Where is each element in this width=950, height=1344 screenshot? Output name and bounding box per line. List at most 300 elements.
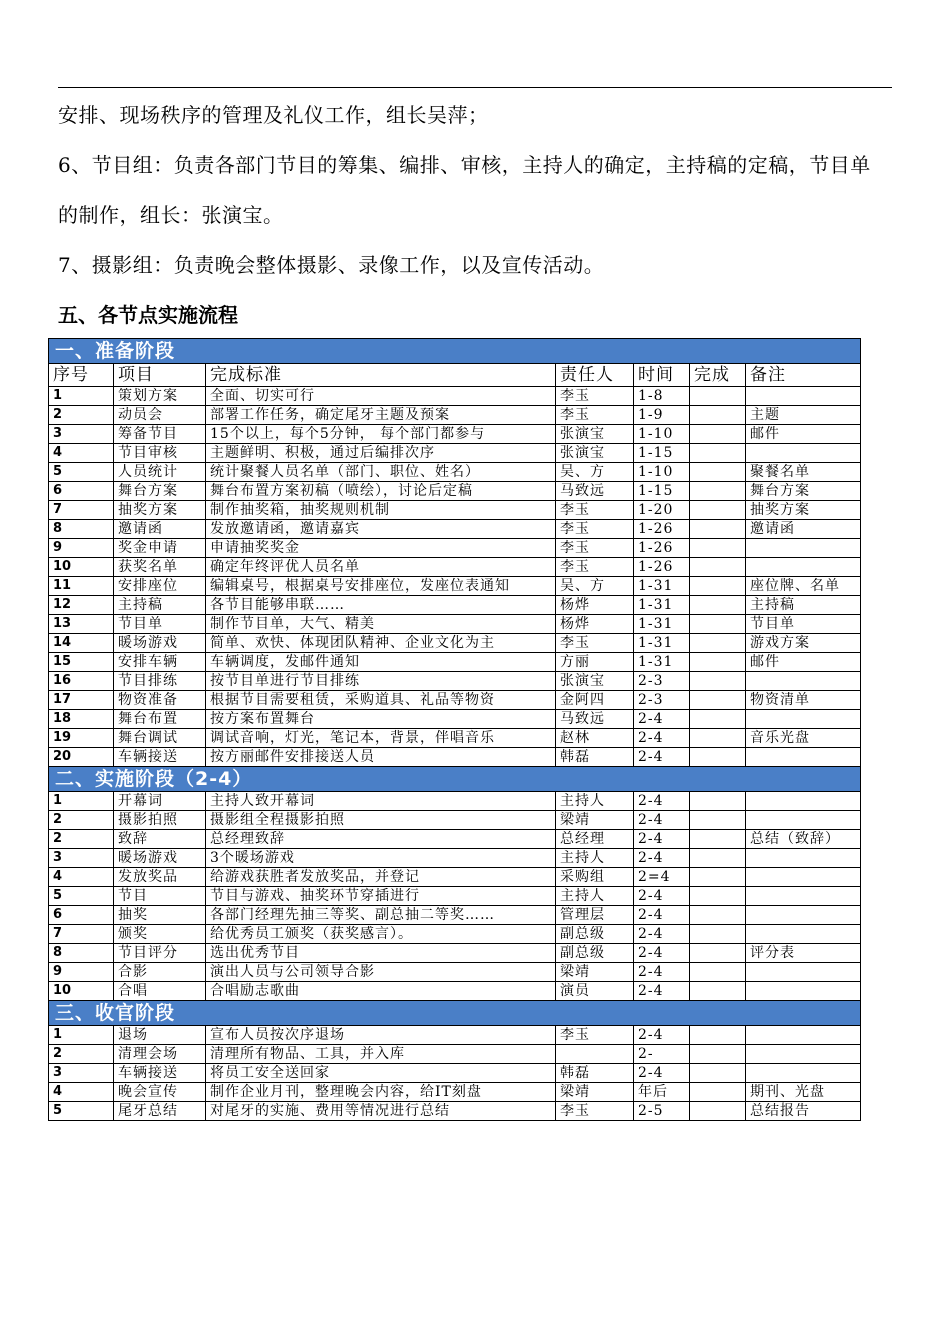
table-cell [746,868,861,887]
table-cell: 评分表 [746,944,861,963]
table-cell: 车辆接送 [114,1064,206,1083]
table-cell: 1 [49,792,114,811]
table-cell [746,792,861,811]
table-cell [690,558,746,577]
table-cell [746,387,861,406]
table-cell: 马致远 [556,710,634,729]
table-row [49,577,861,596]
table-cell [746,672,861,691]
table-row [49,944,861,963]
phase-title: 三、收官阶段 [49,1001,861,1026]
table-cell: 车辆调度，发邮件通知 [206,653,556,672]
table-cell: 按方案布置舞台 [206,710,556,729]
table-cell: 舞台布置方案初稿（喷绘），讨论后定稿 [206,482,556,501]
table-cell: 安排座位 [114,577,206,596]
table-cell: 筹备节目 [114,425,206,444]
table-cell: 颁奖 [114,925,206,944]
table-cell: 2-4 [634,811,690,830]
table-cell: 2-3 [634,691,690,710]
table-cell: 3 [49,1064,114,1083]
table-cell: 制作抽奖箱，抽奖规则机制 [206,501,556,520]
table-row [49,615,861,634]
table-cell: 李玉 [556,1026,634,1045]
table-cell [746,925,861,944]
phase-header [49,767,861,792]
table-cell [690,710,746,729]
table-cell [746,1045,861,1064]
table-cell: 2-4 [634,849,690,868]
table-cell: 给游戏获胜者发放奖品，并登记 [206,868,556,887]
table-row [49,520,861,539]
table-cell [690,596,746,615]
table-cell: 3 [49,849,114,868]
column-header: 序号 [49,364,114,387]
table-cell [690,944,746,963]
column-header: 完成标准 [206,364,556,387]
table-cell: 2-4 [634,710,690,729]
table-cell: 副总级 [556,944,634,963]
table-cell [690,691,746,710]
table-cell [690,387,746,406]
table-row [49,1045,861,1064]
table-cell: 16 [49,672,114,691]
table-cell: 2-3 [634,672,690,691]
table-cell [746,558,861,577]
table-cell: 管理层 [556,906,634,925]
table-cell: 13 [49,615,114,634]
table-cell: 2-4 [634,1026,690,1045]
table-cell: 制作企业月刊，整理晚会内容，给IT刻盘 [206,1083,556,1102]
table-cell: 1-31 [634,634,690,653]
table-cell: 2 [49,830,114,849]
table-cell: 邮件 [746,653,861,672]
table-cell: 人员统计 [114,463,206,482]
table-row [49,849,861,868]
table-cell: 李玉 [556,558,634,577]
table-cell: 李玉 [556,520,634,539]
table-cell: 期刊、光盘 [746,1083,861,1102]
phase-header [49,339,861,364]
table-row [49,982,861,1001]
table-cell: 张演宝 [556,425,634,444]
table-cell: 舞台方案 [746,482,861,501]
table-cell: 舞台布置 [114,710,206,729]
table-cell: 2-4 [634,887,690,906]
table-cell: 开幕词 [114,792,206,811]
table-cell: 邀请函 [746,520,861,539]
table-cell: 主题鲜明、积极，通过后编排次序 [206,444,556,463]
table-cell: 李玉 [556,387,634,406]
table-row [49,1102,861,1121]
table-cell: 奖金申请 [114,539,206,558]
column-header: 项目 [114,364,206,387]
table-cell: 动员会 [114,406,206,425]
table-cell: 杨烨 [556,596,634,615]
table-cell: 6 [49,482,114,501]
table-cell: 节目 [114,887,206,906]
table-cell: 对尾牙的实施、费用等情况进行总结 [206,1102,556,1121]
table-cell: 总结（致辞） [746,830,861,849]
table-cell: 梁靖 [556,1083,634,1102]
table-cell [690,1083,746,1102]
column-header: 时间 [634,364,690,387]
column-header: 责任人 [556,364,634,387]
intro-line-1: 安排、现场秩序的管理及礼仪工作，组长吴萍； [58,103,489,127]
table-row [49,1083,861,1102]
table-cell: 抽奖方案 [114,501,206,520]
phase-title: 二、实施阶段（2-4） [49,767,861,792]
table-cell [690,463,746,482]
table-cell: 杨烨 [556,615,634,634]
table-cell: 简单、欢快、体现团队精神、企业文化为主 [206,634,556,653]
table-cell [690,906,746,925]
table-cell [690,444,746,463]
table-cell [690,963,746,982]
table-row [49,482,861,501]
table-cell [690,1045,746,1064]
table-cell: 赵林 [556,729,634,748]
table-cell: 2=4 [634,868,690,887]
table-cell: 邮件 [746,425,861,444]
table-cell: 2-4 [634,1064,690,1083]
table-cell: 韩磊 [556,1064,634,1083]
table-cell: 2-4 [634,830,690,849]
table-cell [746,963,861,982]
table-cell: 按节目单进行节目排练 [206,672,556,691]
table-cell: 15个以上，每个5分钟， 每个部门都参与 [206,425,556,444]
table-cell: 发放奖品 [114,868,206,887]
table-cell: 抽奖 [114,906,206,925]
table-cell: 17 [49,691,114,710]
table-cell: 李玉 [556,501,634,520]
table-row [49,387,861,406]
table-cell: 邀请函 [114,520,206,539]
table-cell: 节目单 [114,615,206,634]
table-cell [690,653,746,672]
table-cell [690,748,746,767]
table-cell: 20 [49,748,114,767]
table-cell: 节目审核 [114,444,206,463]
column-header: 备注 [746,364,861,387]
table-cell [690,1064,746,1083]
table-cell [690,425,746,444]
table-cell: 摄影组全程摄影拍照 [206,811,556,830]
table-cell: 申请抽奖奖金 [206,539,556,558]
table-cell: 总结报告 [746,1102,861,1121]
table-cell: 节目单 [746,615,861,634]
table-row [49,868,861,887]
table-cell: 5 [49,1102,114,1121]
table-cell: 韩磊 [556,748,634,767]
table-cell: 调试音响，灯光，笔记本，背景，伴唱音乐 [206,729,556,748]
table-cell: 尾牙总结 [114,1102,206,1121]
table-cell [690,615,746,634]
table-cell: 15 [49,653,114,672]
table-cell [746,1026,861,1045]
table-cell: 物资清单 [746,691,861,710]
implementation-table [48,338,861,1121]
table-cell: 2 [49,811,114,830]
table-cell [690,482,746,501]
table-cell: 统计聚餐人员名单（部门、职位、姓名） [206,463,556,482]
table-cell: 物资准备 [114,691,206,710]
column-header-row [49,364,861,387]
header-rule [58,87,892,88]
table-cell: 根据节目需要租赁，采购道具、礼品等物资 [206,691,556,710]
table-cell: 1-26 [634,558,690,577]
table-cell: 主持人 [556,887,634,906]
phase-title: 一、准备阶段 [49,339,861,364]
intro-line-4: 7、摄影组：负责晚会整体摄影、录像工作，以及宣传活动。 [58,253,605,277]
table-cell: 选出优秀节目 [206,944,556,963]
table-cell: 马致远 [556,482,634,501]
table-cell [690,792,746,811]
table-cell: 6 [49,906,114,925]
table-cell: 制作节目单，大气、精美 [206,615,556,634]
table-cell: 2- [634,1045,690,1064]
table-row [49,830,861,849]
table-cell: 8 [49,520,114,539]
table-cell: 1-20 [634,501,690,520]
section-title: 五、各节点实施流程 [58,303,238,327]
table-cell: 给优秀员工颁奖（获奖感言）。 [206,925,556,944]
table-cell: 确定年终评优人员名单 [206,558,556,577]
table-cell: 合唱励志歌曲 [206,982,556,1001]
table-row [49,463,861,482]
table-cell [690,634,746,653]
table-row [49,925,861,944]
table-cell: 19 [49,729,114,748]
table-cell: 1-10 [634,463,690,482]
table-cell: 舞台方案 [114,482,206,501]
table-cell [746,887,861,906]
table-cell: 1-31 [634,653,690,672]
table-row [49,1064,861,1083]
table-cell: 10 [49,558,114,577]
table-cell: 2-4 [634,748,690,767]
table-cell [746,748,861,767]
table-row [49,634,861,653]
table-cell: 策划方案 [114,387,206,406]
table-row [49,963,861,982]
table-cell [746,710,861,729]
table-cell: 2 [49,1045,114,1064]
table-cell [690,672,746,691]
table-cell: 清理会场 [114,1045,206,1064]
table-cell [690,982,746,1001]
table-cell: 张演宝 [556,444,634,463]
table-row [49,748,861,767]
table-cell: 2-4 [634,792,690,811]
table-row [49,887,861,906]
table-cell: 总经理 [556,830,634,849]
table-cell: 主持稿 [746,596,861,615]
table-cell: 梁靖 [556,963,634,982]
table-row [49,691,861,710]
table-cell: 4 [49,868,114,887]
table-cell: 吴、方 [556,577,634,596]
table-row [49,792,861,811]
table-cell [690,520,746,539]
table-cell: 1-31 [634,577,690,596]
table-cell: 11 [49,577,114,596]
table-cell: 合唱 [114,982,206,1001]
table-cell [690,887,746,906]
table-cell: 演出人员与公司领导合影 [206,963,556,982]
table-cell [690,1102,746,1121]
table-cell [690,849,746,868]
table-cell: 合影 [114,963,206,982]
table-cell: 主持人 [556,792,634,811]
table-row [49,596,861,615]
table-cell: 1-26 [634,520,690,539]
table-cell [690,406,746,425]
table-cell: 宣布人员按次序退场 [206,1026,556,1045]
table-cell [746,1064,861,1083]
table-cell: 游戏方案 [746,634,861,653]
table-cell: 2-4 [634,729,690,748]
table-cell: 编辑桌号，根据桌号安排座位，发座位表通知 [206,577,556,596]
table-row [49,672,861,691]
table-cell: 14 [49,634,114,653]
table-cell: 年后 [634,1083,690,1102]
table-row [49,811,861,830]
table-cell: 采购组 [556,868,634,887]
table-cell: 暖场游戏 [114,634,206,653]
table-cell: 18 [49,710,114,729]
table-cell: 4 [49,1083,114,1102]
table-cell [690,1026,746,1045]
table-cell: 9 [49,963,114,982]
table-cell: 2-4 [634,963,690,982]
table-cell: 方丽 [556,653,634,672]
table-cell: 李玉 [556,406,634,425]
intro-line-3: 的制作，组长：张演宝。 [58,203,284,227]
table-cell: 5 [49,887,114,906]
table-cell: 部署工作任务，确定尾牙主题及预案 [206,406,556,425]
table-cell [746,811,861,830]
table-cell [690,501,746,520]
table-cell: 2-4 [634,925,690,944]
table-cell: 9 [49,539,114,558]
table-row [49,710,861,729]
table-cell: 3个暖场游戏 [206,849,556,868]
table-cell: 主题 [746,406,861,425]
table-cell [690,830,746,849]
table-cell: 1-15 [634,482,690,501]
table-cell: 7 [49,501,114,520]
table-row [49,539,861,558]
table-cell: 获奖名单 [114,558,206,577]
table-row [49,1026,861,1045]
table-cell: 舞台调试 [114,729,206,748]
table-cell: 晚会宣传 [114,1083,206,1102]
table-cell: 总经理致辞 [206,830,556,849]
table-cell: 暖场游戏 [114,849,206,868]
table-cell: 2 [49,406,114,425]
table-row [49,425,861,444]
table-cell: 摄影拍照 [114,811,206,830]
table-cell: 1-15 [634,444,690,463]
table-cell: 1-31 [634,596,690,615]
table-cell: 李玉 [556,539,634,558]
phase-header [49,1001,861,1026]
table-row [49,444,861,463]
table-cell: 音乐光盘 [746,729,861,748]
table-cell: 车辆接送 [114,748,206,767]
table-cell: 2-4 [634,982,690,1001]
table-cell: 1-31 [634,615,690,634]
table-cell: 主持人 [556,849,634,868]
table-cell: 1-26 [634,539,690,558]
table-cell: 致辞 [114,830,206,849]
table-cell: 节目与游戏、抽奖环节穿插进行 [206,887,556,906]
table-cell: 节目评分 [114,944,206,963]
table-cell: 1 [49,1026,114,1045]
table-cell: 2-4 [634,944,690,963]
table-cell: 安排车辆 [114,653,206,672]
table-row [49,558,861,577]
table-cell: 10 [49,982,114,1001]
table-cell: 聚餐名单 [746,463,861,482]
table-cell: 2-4 [634,906,690,925]
table-cell [746,906,861,925]
table-cell [690,868,746,887]
table-cell: 3 [49,425,114,444]
table-row [49,653,861,672]
table-cell [746,444,861,463]
table-cell: 5 [49,463,114,482]
intro-line-2: 6、节目组：负责各部门节目的筹集、编排、审核，主持人的确定，主持稿的定稿，节目单 [58,153,871,177]
table-cell: 副总级 [556,925,634,944]
table-cell: 抽奖方案 [746,501,861,520]
table-cell: 梁靖 [556,811,634,830]
table-cell [556,1045,634,1064]
table-cell: 退场 [114,1026,206,1045]
column-header: 完成 [690,364,746,387]
table-cell: 主持人致开幕词 [206,792,556,811]
table-cell: 1 [49,387,114,406]
table-cell [690,577,746,596]
table-row [49,906,861,925]
table-cell: 主持稿 [114,596,206,615]
table-cell: 12 [49,596,114,615]
table-cell: 2-5 [634,1102,690,1121]
table-cell: 将员工安全送回家 [206,1064,556,1083]
table-cell [690,539,746,558]
table-cell [690,729,746,748]
table-row [49,729,861,748]
table-cell: 演员 [556,982,634,1001]
table-cell: 1-9 [634,406,690,425]
table-cell: 发放邀请函，邀请嘉宾 [206,520,556,539]
table-cell [746,539,861,558]
table-cell: 7 [49,925,114,944]
table-cell: 清理所有物品、工具，并入库 [206,1045,556,1064]
table-row [49,501,861,520]
table-cell: 各节目能够串联…… [206,596,556,615]
table-cell: 各部门经理先抽三等奖、副总抽二等奖…… [206,906,556,925]
table-cell: 吴、方 [556,463,634,482]
table-cell: 4 [49,444,114,463]
table-cell: 按方丽邮件安排接送人员 [206,748,556,767]
table-cell: 金阿四 [556,691,634,710]
table-cell [690,811,746,830]
table-cell: 李玉 [556,634,634,653]
table-cell: 座位牌、名单 [746,577,861,596]
table-cell [746,982,861,1001]
table-cell: 李玉 [556,1102,634,1121]
